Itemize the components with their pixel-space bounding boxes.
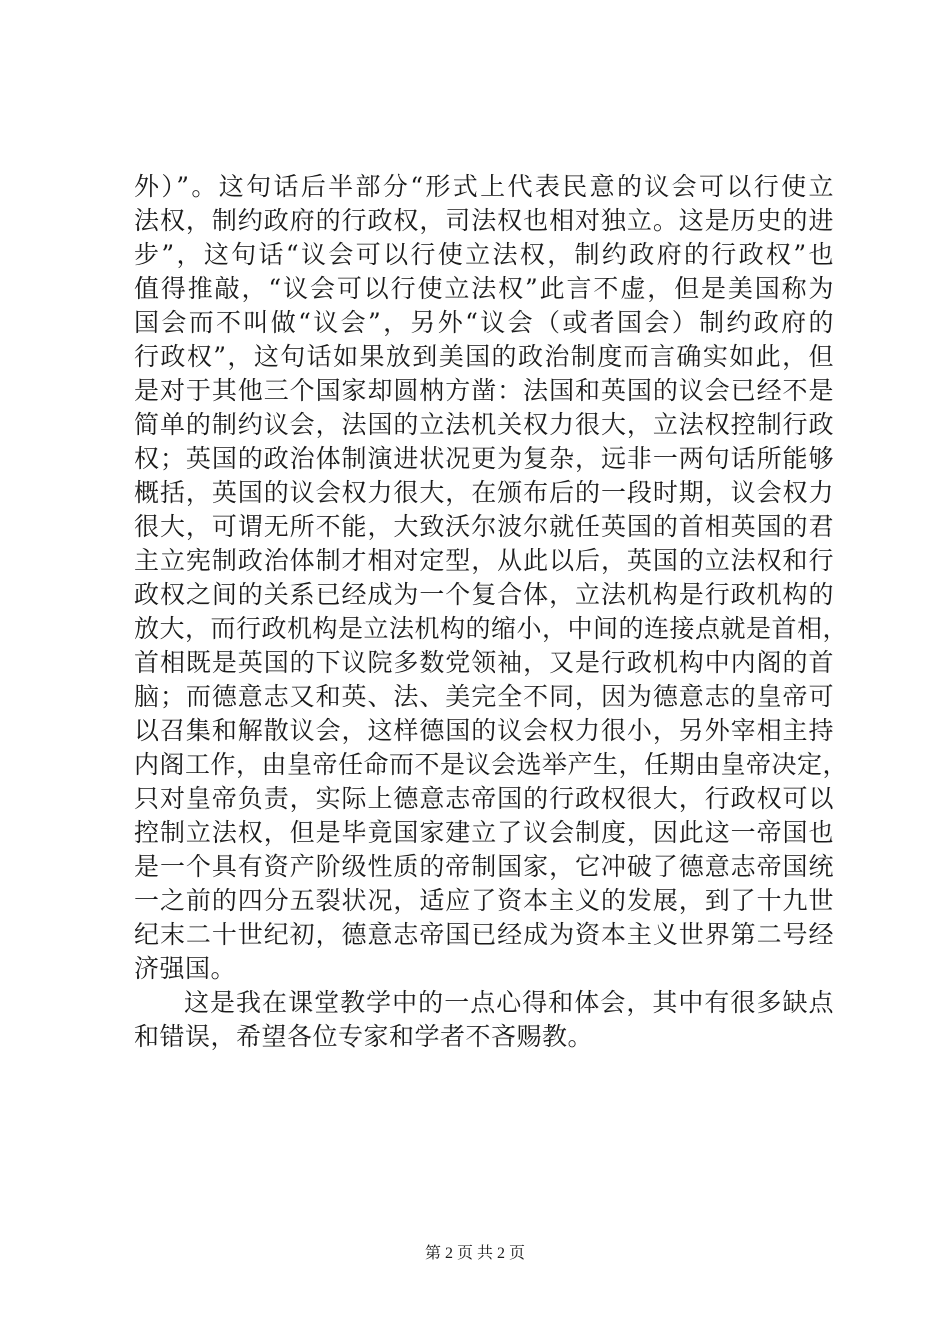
paragraph-2: [134, 986, 834, 1054]
text-line: 只对皇帝负责，实际上德意志帝国的行政权很大，行政权可以: [134, 784, 834, 813]
text-line: 外）”。这句话后半部分“形式上代表民意的议会可以行使立: [134, 172, 834, 201]
text-line: 值得推敲，“议会可以行使立法权”此言不虚，但是美国称为: [134, 274, 834, 303]
text-line: 法权，制约政府的行政权，司法权也相对独立。这是历史的进: [134, 206, 834, 235]
text-line: 一之前的四分五裂状况，适应了资本主义的发展，到了十九世: [134, 886, 834, 915]
text-line: 步”，这句话“议会可以行使立法权，制约政府的行政权”也: [134, 240, 834, 269]
text-line: 内阁工作，由皇帝任命而不是议会选举产生，任期由皇帝决定，: [134, 750, 849, 779]
text-line: 简单的制约议会，法国的立法机关权力很大，立法权控制行政: [134, 410, 834, 439]
page-number-footer: 第 2 页 共 2 页: [424, 1245, 525, 1262]
text-line: 概括，英国的议会权力很大，在颁布后的一段时期，议会权力: [134, 478, 834, 507]
text-line: 脑；而德意志又和英、法、美完全不同，因为德意志的皇帝可: [134, 682, 834, 711]
text-line: 很大，可谓无所不能，大致沃尔波尔就任英国的首相英国的君: [134, 512, 834, 541]
text-line: 以召集和解散议会，这样德国的议会权力很小，另外宰相主持: [134, 716, 834, 745]
text-line: 是一个具有资产阶级性质的帝制国家，它冲破了德意志帝国统: [134, 852, 834, 881]
text-line: 和错误，希望各位专家和学者不吝赐教。: [134, 1022, 594, 1051]
text-line: 国会而不叫做“议会”，另外“议会（或者国会）制约政府的: [134, 308, 834, 337]
text-line: 首相既是英国的下议院多数党领袖，又是行政机构中内阁的首: [134, 648, 834, 677]
text-line: 济强国。: [134, 954, 237, 983]
document-body: [134, 170, 849, 1054]
text-line: 是对于其他三个国家却圆枘方凿：法国和英国的议会已经不是: [134, 376, 834, 405]
text-line: 这是我在课堂教学中的一点心得和体会，其中有很多缺点: [184, 988, 834, 1017]
paragraph-1: [134, 170, 849, 986]
text-line: 行政权”，这句话如果放到美国的政治制度而言确实如此，但: [134, 342, 834, 371]
text-line: 纪末二十世纪初，德意志帝国已经成为资本主义世界第二号经: [134, 920, 834, 949]
text-line: 权；英国的政治体制演进状况更为复杂，远非一两句话所能够: [134, 444, 834, 473]
text-line: 控制立法权，但是毕竟国家建立了议会制度，因此这一帝国也: [134, 818, 834, 847]
text-line: 放大，而行政机构是立法机构的缩小，中间的连接点就是首相，: [134, 614, 849, 643]
text-line: 主立宪制政治体制才相对定型，从此以后，英国的立法权和行: [134, 546, 834, 575]
text-line: 政权之间的关系已经成为一个复合体，立法机构是行政机构的: [134, 580, 834, 609]
